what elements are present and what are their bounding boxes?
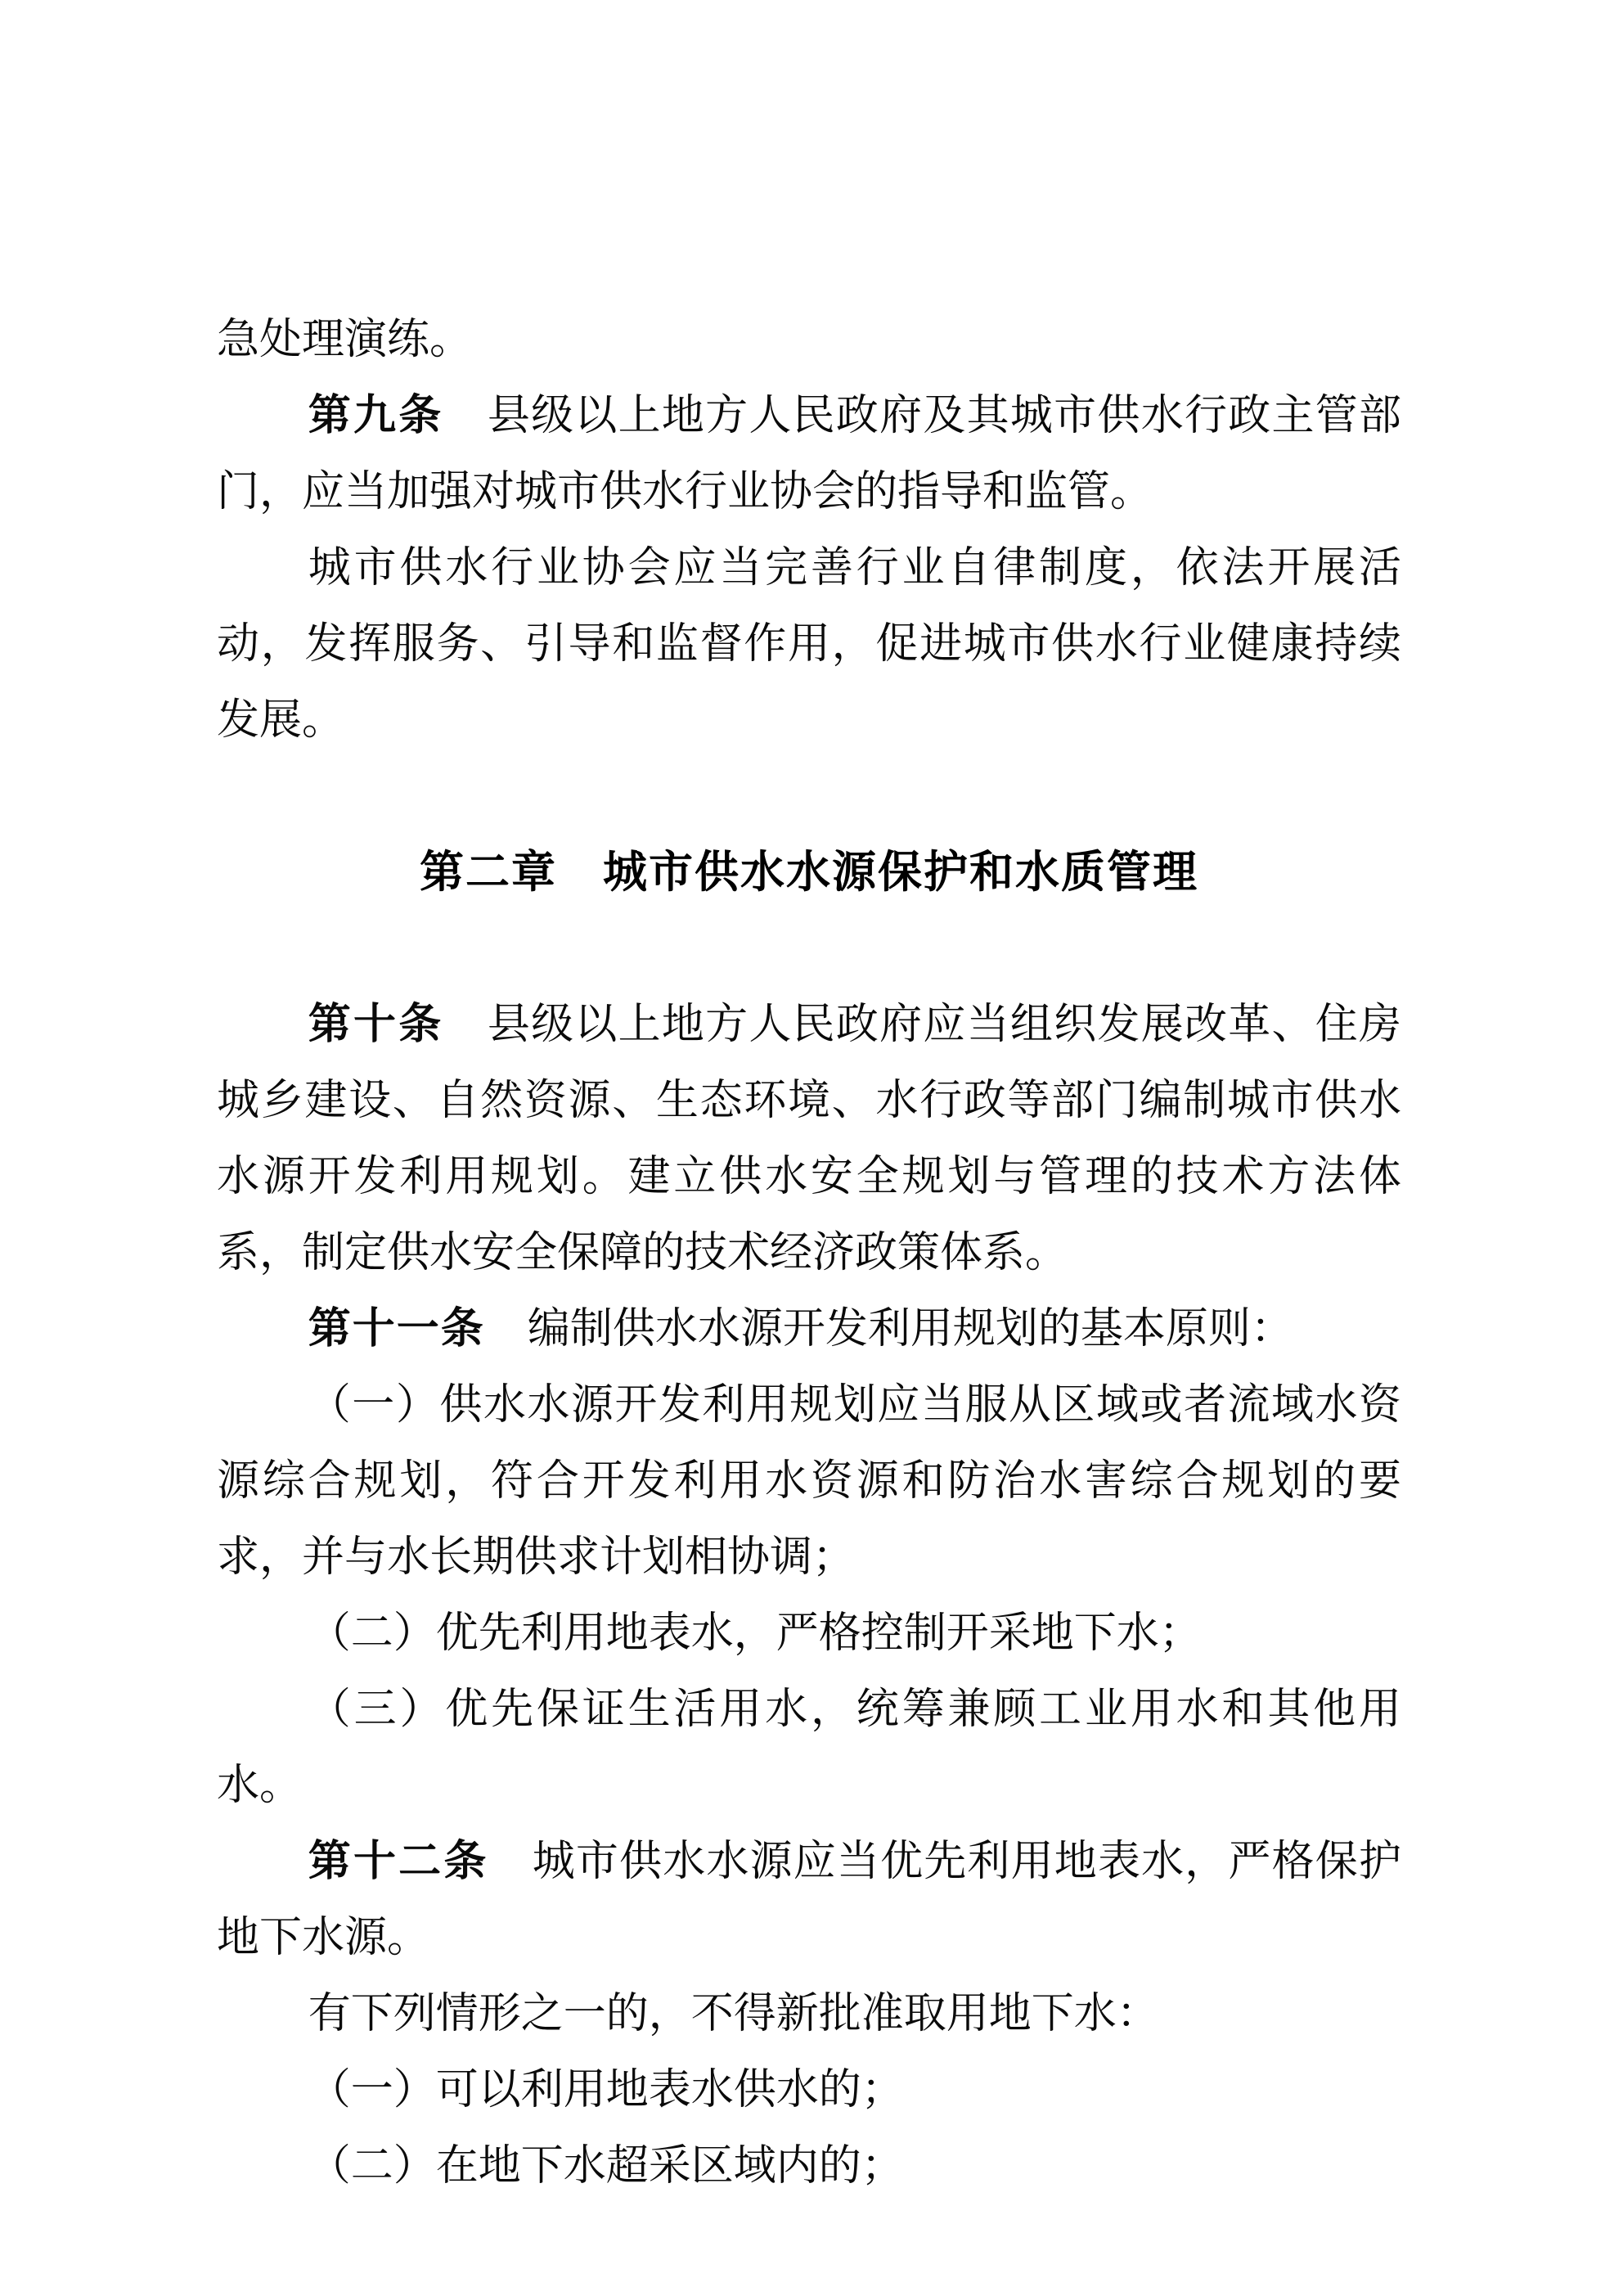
article-9-separator xyxy=(444,393,488,439)
article-11 xyxy=(217,1291,1401,1367)
paragraph-groundwater-intro: 有下列情形之一的，不得新批准取用地下水： xyxy=(308,1991,1159,2037)
text-block xyxy=(217,302,1401,2204)
list-item-12-1: （一）可以利用地表水供水的； xyxy=(308,2067,904,2114)
article-9 xyxy=(217,378,1401,530)
paragraph-continuation: 急处理演练。 xyxy=(217,317,473,363)
article-10-label: 第十条 xyxy=(308,1001,444,1048)
article-10-text: 县级以上地方人民政府应当组织发展改革、住房城乡建设、自然资源、生态环境、水行政等部门编制城市供水水源开发利用规划。建立供水安全规划与管理的技术方法体系，制定供水安全保障的技术经济政策体系。 xyxy=(217,1002,1401,1276)
article-9-label: 第九条 xyxy=(308,392,444,439)
list-item-11-3: （三）优先保证生活用水，统筹兼顾工业用水和其他用水。 xyxy=(217,1686,1401,1809)
article-11-label: 第十一条 xyxy=(308,1305,485,1353)
article-10 xyxy=(217,987,1401,1291)
article-11-text: 编制供水水源开发利用规划的基本原则： xyxy=(527,1306,1293,1353)
article-10-separator xyxy=(444,1002,488,1048)
list-item-12-2: （二）在地下水超采区域内的； xyxy=(308,2143,904,2190)
article-12-separator xyxy=(489,1839,533,1885)
paragraph-association: 城市供水行业协会应当完善行业自律制度，依法开展活动，发挥服务、引导和监督作用，促进城市供水行业健康持续发展。 xyxy=(217,545,1401,744)
article-12-text: 城市供水水源应当优先利用地表水，严格保护地下水源。 xyxy=(217,1839,1401,1961)
list-item-11-1: （一）供水水源开发利用规划应当服从区域或者流域水资源综合规划，符合开发利用水资源和防治水害综合规划的要求，并与水长期供求计划相协调； xyxy=(217,1382,1401,1581)
article-12-label: 第十二条 xyxy=(308,1838,489,1885)
article-9-text: 县级以上地方人民政府及其城市供水行政主管部门，应当加强对城市供水行业协会的指导和监管。 xyxy=(217,393,1401,515)
article-11-separator xyxy=(485,1306,528,1353)
chapter-2-heading: 第二章 城市供水水源保护和水质管理 xyxy=(420,848,1198,897)
list-item-11-2: （二）优先利用地表水，严格控制开采地下水； xyxy=(308,1610,1202,1657)
article-12 xyxy=(217,1824,1401,1976)
